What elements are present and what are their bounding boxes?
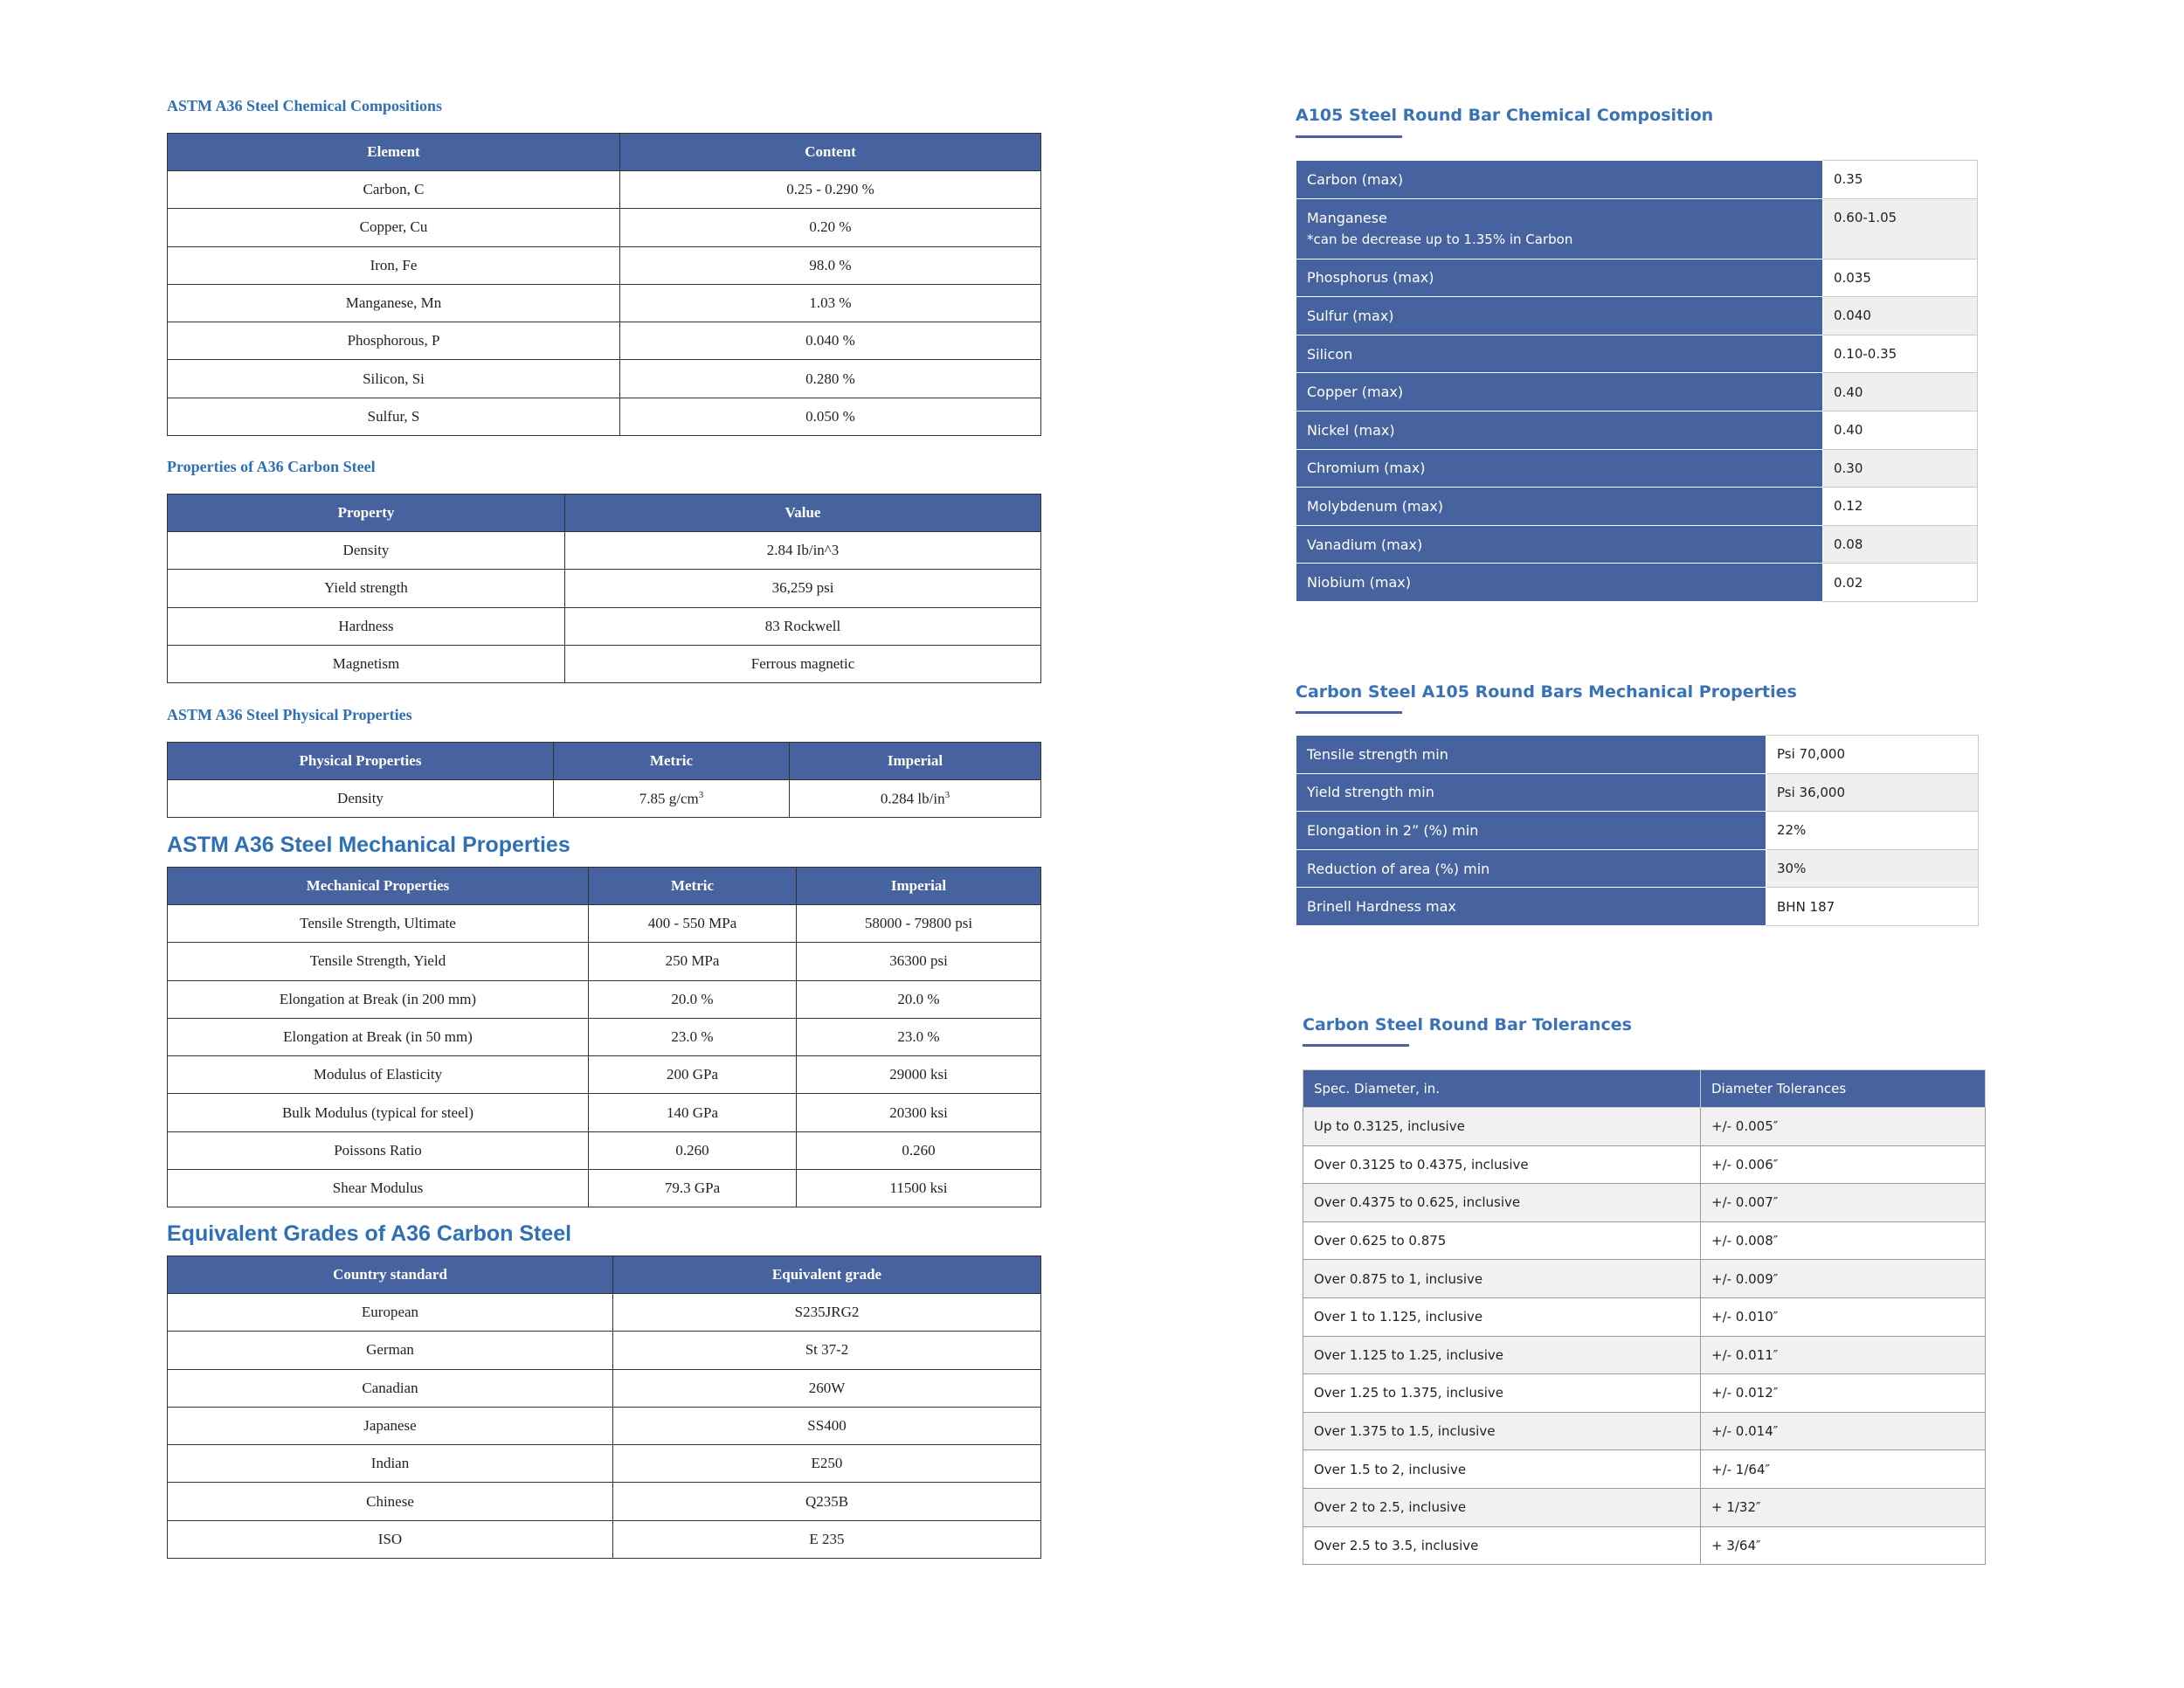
table-row [168,980,1041,1018]
cell: 20.0 % [797,980,1041,1018]
cell: +/- 1/64″ [1701,1450,1986,1489]
cell: Over 1.125 to 1.25, inclusive [1303,1336,1701,1374]
table-row [168,943,1041,980]
cell: 0.050 % [620,398,1041,435]
table-row [1296,488,1978,526]
table-row [168,246,1041,284]
cell: 0.40 [1823,373,1978,412]
table-row [1303,1526,1986,1565]
cell: Elongation in 2” (%) min [1296,812,1766,850]
cell: Over 2.5 to 3.5, inclusive [1303,1526,1701,1565]
cell [554,780,790,818]
mech-table [167,867,1041,1207]
cell: E250 [613,1445,1041,1483]
cell: Brinell Hardness max [1296,888,1766,926]
cell: 22% [1766,812,1979,850]
cell: +/- 0.006″ [1701,1145,1986,1184]
cell: 29000 ksi [797,1056,1041,1094]
header-cell: Physical Properties [168,743,554,780]
cell: 260W [613,1369,1041,1407]
cell: Silicon [1296,335,1823,373]
cell: S235JRG2 [613,1294,1041,1332]
cell: Over 2 to 2.5, inclusive [1303,1488,1701,1526]
table-row [1296,373,1978,412]
chem-title: ASTM A36 Steel Chemical Compositions [167,97,442,114]
cell: Yield strength [168,570,565,607]
table-row [168,1369,1041,1407]
cell: 2.84 Ib/in^3 [565,532,1041,570]
table-header-row [168,495,1041,532]
cell: 0.20 % [620,209,1041,246]
chem-table [167,133,1041,436]
cell: + 1/32″ [1701,1488,1986,1526]
table-row [168,1294,1041,1332]
cell: Over 0.3125 to 0.4375, inclusive [1303,1145,1701,1184]
table-row [168,780,1041,818]
table-row [168,1407,1041,1444]
cell: 0.040 % [620,322,1041,360]
cell: + 3/64″ [1701,1526,1986,1565]
mech-title: ASTM A36 Steel Mechanical Properties [167,833,570,857]
table-row [1296,335,1978,373]
tol-table [1303,1069,1986,1565]
cell: Q235B [613,1483,1041,1520]
table-row [1303,1260,1986,1298]
cell: +/- 0.007″ [1701,1184,1986,1222]
table-row [168,360,1041,398]
table-row [1296,888,1979,926]
cell: 11500 ksi [797,1170,1041,1207]
header-cell: Mechanical Properties [168,868,589,905]
cell: 98.0 % [620,246,1041,284]
cell: Chromium (max) [1296,449,1823,488]
cell: Density [168,780,554,818]
cell: 0.040 [1823,297,1978,336]
cell: Nickel (max) [1296,411,1823,449]
cell: Over 1.25 to 1.375, inclusive [1303,1374,1701,1413]
cell: E 235 [613,1520,1041,1558]
cell: Iron, Fe [168,246,620,284]
cell: 0.02 [1823,564,1978,602]
cell: +/- 0.014″ [1701,1412,1986,1450]
cell: Vanadium (max) [1296,525,1823,564]
table-row [168,398,1041,435]
table-row [1303,1488,1986,1526]
table-row [168,322,1041,360]
cell: +/- 0.009″ [1701,1260,1986,1298]
a105-chem-title: A105 Steel Round Bar Chemical Composition [1296,106,1714,125]
cell: 20.0 % [589,980,797,1018]
cell: +/- 0.005″ [1701,1108,1986,1146]
cell: 36300 psi [797,943,1041,980]
cell: Elongation at Break (in 50 mm) [168,1018,589,1055]
header-cell: Value [565,495,1041,532]
cell: Indian [168,1445,613,1483]
header-cell: Metric [554,743,790,780]
cell: 58000 - 79800 psi [797,905,1041,943]
cell-note: *can be decrease up to 1.35% in Carbon [1307,231,1573,247]
cell: 20300 ksi [797,1094,1041,1131]
cell: +/- 0.011″ [1701,1336,1986,1374]
table-row [168,1018,1041,1055]
phys-table [167,742,1041,818]
cell: Over 0.875 to 1, inclusive [1303,1260,1701,1298]
cell: Over 1 to 1.125, inclusive [1303,1297,1701,1336]
cell: Over 1.375 to 1.5, inclusive [1303,1412,1701,1450]
cell: SS400 [613,1407,1041,1444]
table-row [1296,736,1979,774]
cell: 400 - 550 MPa [589,905,797,943]
cell: Tensile strength min [1296,736,1766,774]
table-row [168,284,1041,322]
cell: Over 1.5 to 2, inclusive [1303,1450,1701,1489]
cell: BHN 187 [1766,888,1979,926]
table-row [168,1520,1041,1558]
cell: 140 GPa [589,1094,797,1131]
a105-mech-title: Carbon Steel A105 Round Bars Mechanical Properties [1296,682,1797,702]
table-row [168,1445,1041,1483]
cell: Niobium (max) [1296,564,1823,602]
cell: Magnetism [168,645,565,682]
table-header-row [168,1256,1041,1294]
cell: Up to 0.3125, inclusive [1303,1108,1701,1146]
cell-value: 7.85 g/cm [639,790,699,807]
header-cell: Imperial [797,868,1041,905]
cell: Copper (max) [1296,373,1823,412]
cell: 30% [1766,849,1979,888]
table-row [1303,1108,1986,1146]
cell: 83 Rockwell [565,607,1041,645]
table-row [168,645,1041,682]
table-row [1303,1221,1986,1260]
a105-mech-table [1296,735,1979,926]
cell: Phosphorus (max) [1296,259,1823,297]
table-row [1296,449,1978,488]
cell: Carbon (max) [1296,161,1823,199]
cell: Tensile Strength, Yield [168,943,589,980]
table-row [1303,1184,1986,1222]
cell: Carbon, C [168,171,620,209]
title-underline [1296,711,1402,714]
cell: Tensile Strength, Ultimate [168,905,589,943]
cell: ISO [168,1520,613,1558]
cell: Molybdenum (max) [1296,488,1823,526]
table-row [168,209,1041,246]
cell-label: Manganese [1307,209,1387,226]
table-row [1296,297,1978,336]
table-header-row [1303,1070,1986,1108]
table-row [1303,1336,1986,1374]
cell: 23.0 % [589,1018,797,1055]
cell: Density [168,532,565,570]
cell: 0.30 [1823,449,1978,488]
header-cell: Country standard [168,1256,613,1294]
table-row [1296,564,1978,602]
cell: Elongation at Break (in 200 mm) [168,980,589,1018]
header-cell: Metric [589,868,797,905]
phys-title: ASTM A36 Steel Physical Properties [167,706,412,723]
cell: Copper, Cu [168,209,620,246]
equiv-table [167,1256,1041,1559]
table-row [1303,1412,1986,1450]
equiv-title: Equivalent Grades of A36 Carbon Steel [167,1221,572,1246]
cell: 36,259 psi [565,570,1041,607]
table-row [1296,198,1978,259]
table-row [1296,411,1978,449]
header-cell: Diameter Tolerances [1701,1070,1986,1108]
table-row [168,1131,1041,1169]
cell: Canadian [168,1369,613,1407]
cell: Psi 70,000 [1766,736,1979,774]
cell: Shear Modulus [168,1170,589,1207]
a105-chem-table [1296,160,1978,602]
cell: Psi 36,000 [1766,773,1979,812]
table-header-row [168,134,1041,171]
cell: 0.60-1.05 [1823,198,1978,259]
table-row [1296,161,1978,199]
table-header-row [168,868,1041,905]
cell: Yield strength min [1296,773,1766,812]
table-row [168,1332,1041,1369]
cell: Bulk Modulus (typical for steel) [168,1094,589,1131]
cell: Sulfur, S [168,398,620,435]
cell: Poissons Ratio [168,1131,589,1169]
cell: Phosphorous, P [168,322,620,360]
header-cell: Element [168,134,620,171]
table-row [168,607,1041,645]
cell: Silicon, Si [168,360,620,398]
cell: German [168,1332,613,1369]
title-underline [1303,1044,1409,1047]
table-row [168,1483,1041,1520]
cell: 23.0 % [797,1018,1041,1055]
cell: 0.08 [1823,525,1978,564]
table-row [1296,773,1979,812]
table-row [168,905,1041,943]
cell: Modulus of Elasticity [168,1056,589,1094]
props-table [167,494,1041,683]
cell: 0.260 [589,1131,797,1169]
tol-title: Carbon Steel Round Bar Tolerances [1303,1015,1632,1034]
table-row [168,1056,1041,1094]
cell: Japanese [168,1407,613,1444]
superscript: 3 [698,789,704,800]
cell: 250 MPa [589,943,797,980]
table-row [168,570,1041,607]
table-row [1296,525,1978,564]
cell: Manganese, Mn [168,284,620,322]
cell [790,780,1041,818]
table-row [1296,812,1979,850]
cell: 1.03 % [620,284,1041,322]
cell: 0.40 [1823,411,1978,449]
cell: Ferrous magnetic [565,645,1041,682]
table-row [1303,1374,1986,1413]
table-row [168,171,1041,209]
cell: 0.12 [1823,488,1978,526]
cell: Chinese [168,1483,613,1520]
cell: 0.10-0.35 [1823,335,1978,373]
table-row [168,1170,1041,1207]
cell: +/- 0.010″ [1701,1297,1986,1336]
cell: 0.25 - 0.290 % [620,171,1041,209]
table-row [168,1094,1041,1131]
cell: European [168,1294,613,1332]
superscript: 3 [944,789,950,800]
table-row [1303,1297,1986,1336]
cell: 0.280 % [620,360,1041,398]
header-cell: Equivalent grade [613,1256,1041,1294]
header-cell: Spec. Diameter, in. [1303,1070,1701,1108]
cell: 0.35 [1823,161,1978,199]
cell: +/- 0.012″ [1701,1374,1986,1413]
cell: +/- 0.008″ [1701,1221,1986,1260]
table-row [168,532,1041,570]
cell: Reduction of area (%) min [1296,849,1766,888]
cell: 0.035 [1823,259,1978,297]
table-row [1303,1450,1986,1489]
table-row [1303,1145,1986,1184]
cell: Sulfur (max) [1296,297,1823,336]
props-title: Properties of A36 Carbon Steel [167,458,376,475]
cell: St 37-2 [613,1332,1041,1369]
cell-value: 0.284 lb/in [880,790,945,807]
table-header-row [168,743,1041,780]
header-cell: Imperial [790,743,1041,780]
header-cell: Property [168,495,565,532]
header-cell: Content [620,134,1041,171]
cell: 79.3 GPa [589,1170,797,1207]
cell: Over 0.625 to 0.875 [1303,1221,1701,1260]
title-underline [1296,135,1402,138]
cell: 0.260 [797,1131,1041,1169]
table-row [1296,259,1978,297]
cell: Hardness [168,607,565,645]
cell [1296,198,1823,259]
table-row [1296,849,1979,888]
cell: 200 GPa [589,1056,797,1094]
cell: Over 0.4375 to 0.625, inclusive [1303,1184,1701,1222]
